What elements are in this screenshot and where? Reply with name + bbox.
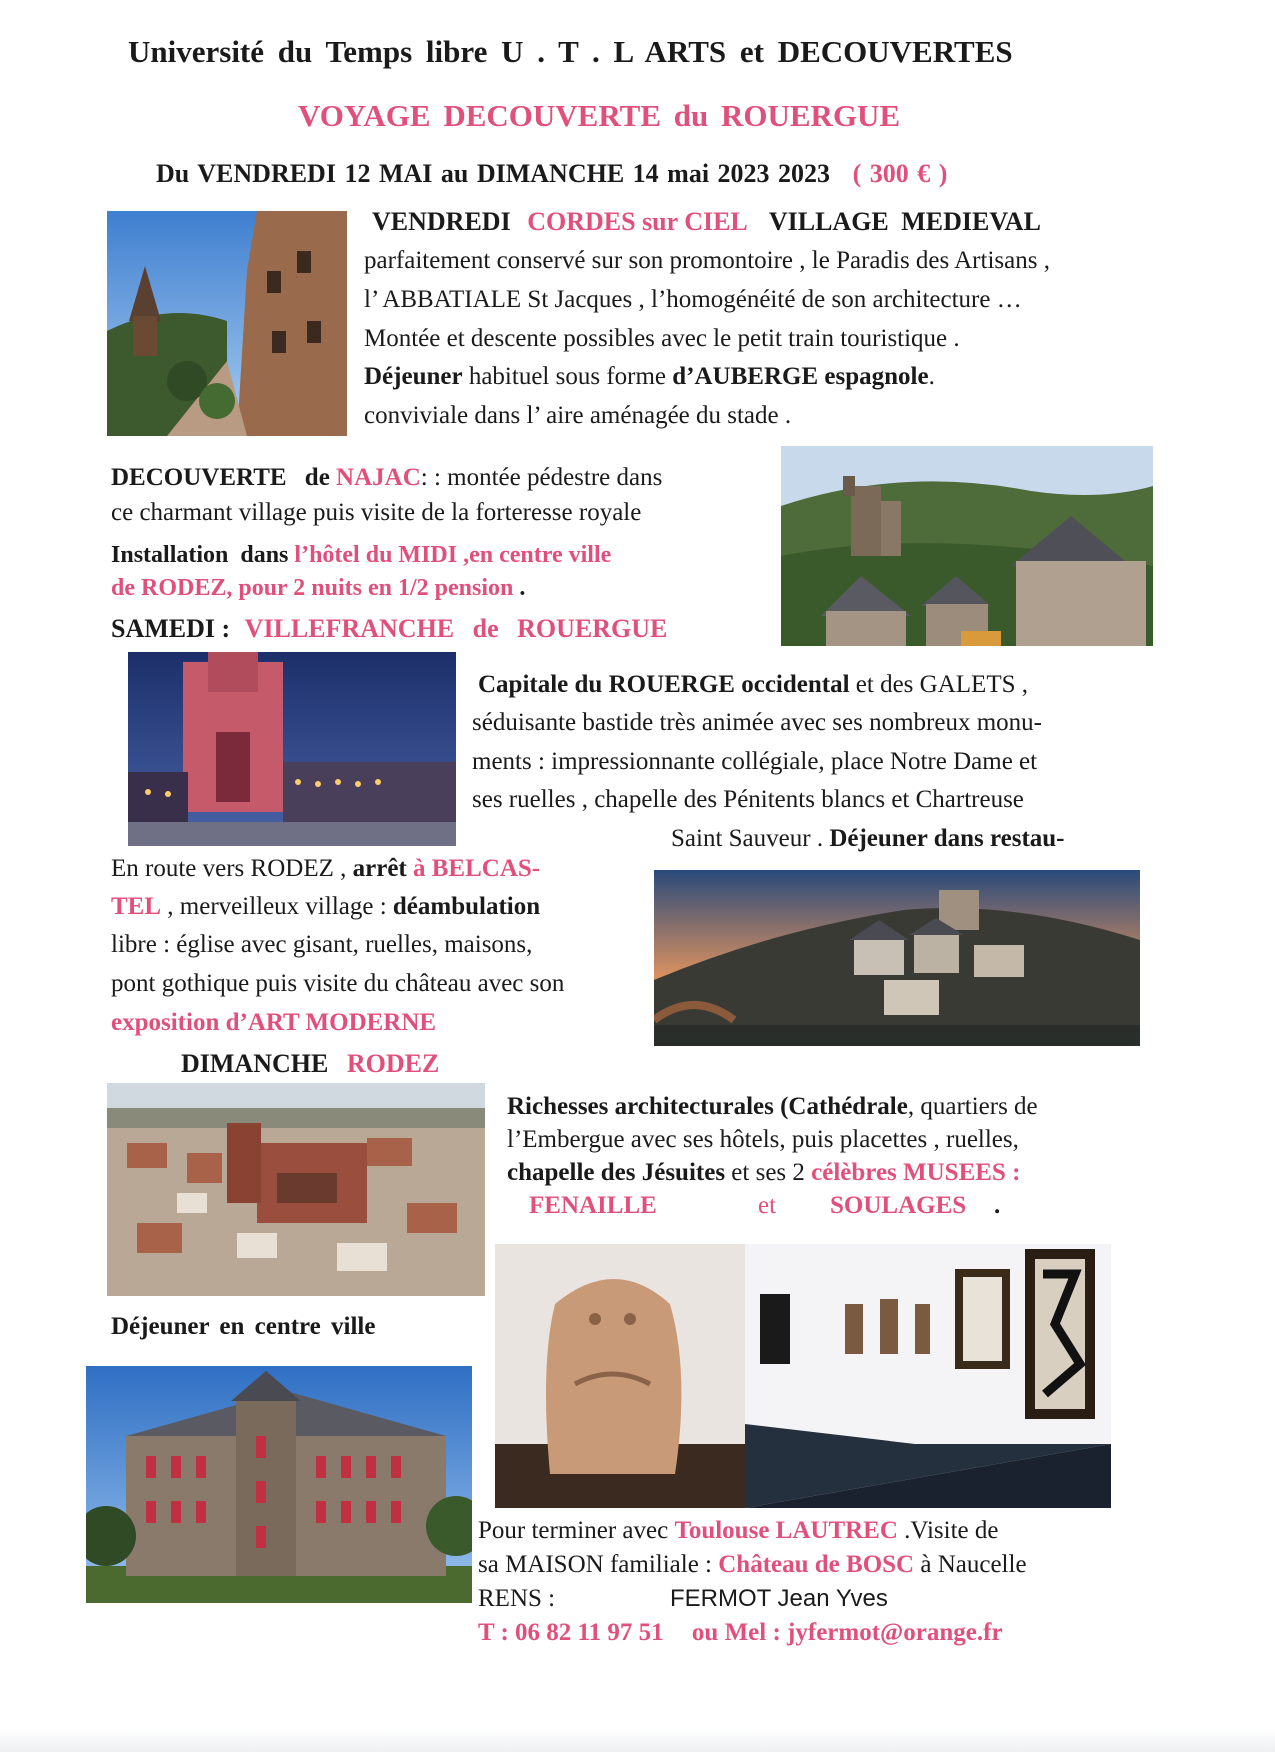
install-label: Installation dans	[111, 542, 289, 568]
sunday-place: RODEZ	[346, 1049, 440, 1078]
friday-auberge: d’AUBERGE espagnole	[672, 363, 929, 390]
install-end: .	[519, 575, 526, 601]
install-hotel: l’hôtel du MIDI ,en centre ville	[294, 542, 612, 568]
saturday-chartreuse: Saint Sauveur .	[671, 825, 830, 852]
friday-title-rest: VILLAGE MEDIEVAL	[768, 207, 1041, 236]
friday-line-5: conviviale dans l’ aire aménagée du stade .	[364, 402, 792, 429]
photo-chateau-bosc	[86, 1366, 472, 1603]
museum-and: et	[758, 1192, 777, 1219]
contact-email[interactable]: ou Mel : jyfermot@orange.fr	[691, 1619, 1003, 1646]
ending-line-2	[478, 1546, 1027, 1584]
ending-chateau: Château de BOSC	[718, 1551, 915, 1578]
sunday-quarters: , quartiers de	[907, 1093, 1038, 1120]
belcastel-line-4: pont gothique puis visite du château avec son	[111, 970, 565, 997]
install-hotel-2: de RODEZ, pour 2 nuits en 1/2 pension	[111, 575, 514, 601]
saturday-lunch: Déjeuner dans restau-	[829, 825, 1065, 852]
saturday-place: VILLEFRANCHE de ROUERGUE	[244, 614, 668, 643]
page-title: VOYAGE DECOUVERTE du ROUERGUE	[298, 98, 901, 133]
saturday-line-1	[478, 666, 1028, 704]
friday-line-1: parfaitement conservé sur son promontoire , le Paradis des Artisans ,	[364, 247, 1050, 274]
najac-place: NAJAC	[336, 464, 421, 491]
najac-line-2: ce charmant village puis visite de la forteresse royale	[111, 499, 642, 526]
sunday-lunch: Déjeuner en centre ville	[111, 1313, 376, 1340]
najac-rest: : : montée pédestre dans	[420, 464, 663, 491]
belcastel-route: En route vers RODEZ ,	[111, 855, 353, 882]
header-line: Université du Temps libre U . T . L ARTS et DECOUVERTES	[128, 34, 1013, 69]
najac-line-1	[111, 459, 662, 497]
contact-label: RENS :	[478, 1585, 556, 1612]
sunday-day: DIMANCHE	[181, 1049, 329, 1078]
contact-name: FERMOT Jean Yves	[670, 1585, 888, 1612]
belcastel-stop: arrêt	[352, 855, 407, 882]
sunday-museums: célèbres MUSEES :	[811, 1159, 1021, 1186]
belcastel-line-2	[111, 888, 540, 926]
sunday-riches: Richesses architecturales (Cathédrale	[507, 1093, 908, 1120]
friday-lunch-label: Déjeuner	[364, 363, 463, 390]
ending-line-1	[478, 1512, 998, 1550]
photo-cordes	[107, 211, 347, 436]
scan-bottom-edge	[0, 1728, 1275, 1752]
sunday-museum-names	[0, 1187, 1275, 1225]
museum-end: .	[994, 1192, 1001, 1219]
sunday-heading	[181, 1045, 439, 1083]
trip-dates	[156, 155, 947, 193]
saturday-line-2: séduisante bastide très animée avec ses nombreux monu-	[472, 709, 1042, 736]
ending-visit: .Visite de	[897, 1517, 999, 1544]
saturday-heading	[111, 610, 667, 648]
photo-belcastel	[654, 870, 1140, 1046]
belcastel-place: à BELCAS-	[406, 855, 541, 882]
photo-najac	[781, 446, 1153, 646]
saturday-capital: Capitale du ROUERGE occidental	[478, 671, 850, 698]
ending-intro: Pour terminer avec	[478, 1517, 675, 1544]
ending-lautrec: Toulouse LAUTREC	[674, 1517, 898, 1544]
sunday-and: et ses 2	[725, 1159, 812, 1186]
ending-house: sa MAISON familiale :	[478, 1551, 719, 1578]
friday-place: CORDES sur CIEL	[527, 207, 747, 236]
ending-naucelle: à Naucelle	[914, 1551, 1027, 1578]
belcastel-line-1	[111, 850, 540, 888]
museum-fenaille: FENAILLE	[529, 1192, 657, 1219]
saturday-day: SAMEDI :	[111, 614, 231, 643]
saturday-line-4: ses ruelles , chapelle des Pénitents blancs et Chartreuse	[472, 786, 1024, 813]
price-badge: ( 300 € )	[852, 159, 948, 188]
friday-heading	[372, 203, 1041, 241]
saturday-line-5	[671, 820, 1065, 858]
contact-phone[interactable]: T : 06 82 11 97 51	[478, 1619, 664, 1646]
contact-details	[478, 1614, 1003, 1652]
saturday-galets: et des GALETS ,	[849, 671, 1028, 698]
friday-day: VENDREDI	[372, 207, 511, 236]
belcastel-place-2: TEL	[111, 893, 162, 920]
belcastel-exhibition: exposition d’ART MODERNE	[111, 1009, 437, 1036]
photo-museums	[495, 1244, 1111, 1508]
friday-line-3: Montée et descente possibles avec le petit train touristique .	[364, 325, 960, 352]
belcastel-village: , merveilleux village :	[161, 893, 393, 920]
friday-line-4	[364, 358, 935, 396]
install-line-2	[111, 569, 525, 607]
friday-line-2: l’ ABBATIALE St Jacques , l’homogénéité de son architecture …	[364, 286, 1022, 313]
sunday-line-2: l’Embergue avec ses hôtels, puis placettes , ruelles,	[507, 1126, 1019, 1153]
dates-text: Du VENDREDI 12 MAI au DIMANCHE 14 mai 2023 2023	[156, 159, 831, 188]
friday-lunch-end: .	[928, 363, 935, 390]
najac-label: DECOUVERTE de	[111, 464, 330, 491]
belcastel-line-3: libre : église avec gisant, ruelles, maisons,	[111, 931, 533, 958]
friday-lunch-mid: habituel sous forme	[462, 363, 673, 390]
saturday-line-3: ments : impressionnante collégiale, place Notre Dame et	[472, 748, 1038, 775]
photo-villefranche	[128, 652, 456, 846]
belcastel-walk: déambulation	[392, 893, 541, 920]
museum-soulages: SOULAGES	[830, 1192, 967, 1219]
sunday-jesuits: chapelle des Jésuites	[507, 1159, 726, 1186]
